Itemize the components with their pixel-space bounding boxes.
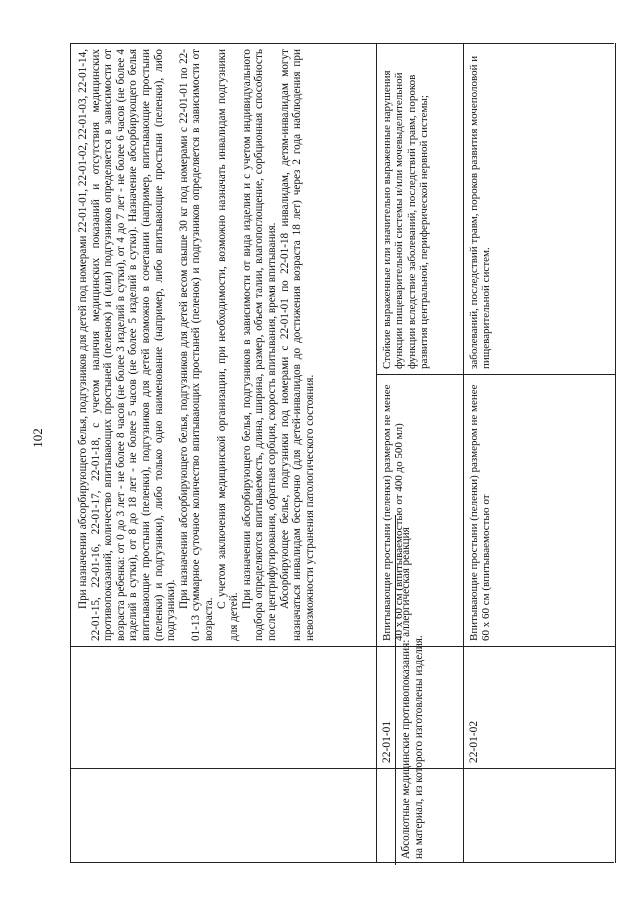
paragraph: С учетом заключения медицинской организации, при необходимости, возможно назначать инвалидам подгузники для детей. (215, 49, 241, 641)
row-code: 22-01-01 (381, 720, 393, 763)
paragraph: При назначении абсорбирующего белья, подгузников для детей под номерами 22-01-01, 22-01-02, 22-01-03, 22-01-14, 22-01-15, 22-01-16, 22-01-17, 22-01-18, с учетом наличия медицинских показаний и отсутствия медицинских противопоказаний, количество впитывающих простыней (пеленок) и (или) подгузников определяется в зависимости от возраста ребенка: от 0 до 3 лет - не более 8 часов (не более 3 изделий в сутки), от 4 до 7 лет - не более 6 часов (не более 4 изделий в сутки), от 8 до 18 лет - не более 5 часов (не более 5 изделий в сутки). Назначение абсорбирующего белья впитывающие простыни (пеленки), подгузников для детей возможно в сочетании (например, впитывающие простыни (пеленки) и подгузники), либо только одно наименование (например, либо впитывающие простыни (пеленки), либо подгузники). (77, 49, 178, 641)
table-row-general (70, 43, 377, 863)
paragraph: При назначении абсорбирующего белья, подгузников для детей весом свыше 30 кг под номерами с 22-01-01 по 22-01-13 суммарное суточное количество впитывающих простыней (пеленок) и подгузников определяется в зависимости от возраста. (177, 49, 215, 641)
row-contraindications: Абсолютные медицинские противопоказания: аллергическая реакция на материал, из которого изготовлены изделия. (400, 527, 425, 859)
paragraph: Абсорбирующее белье, подгузники под номерами с 22-01-01 по 22-01-18 инвалидам, детям-инвалидам могут назначаться инвалидам бессрочно (для детей-инвалидов до достижения возраста 18 лет) через 2 года наблюдения при невозможности устранения патологического состояния. (278, 49, 316, 641)
row-indications: Стойкие выраженные или значительно выраженные нарушения функции пищеварительной системы и/или мочевыделительной функции вследствие заболеваний, последствий травм, пороков развития центральной, периферической нервной системы; (381, 70, 431, 369)
row-name: Впитывающие простыни (пеленки) размером не менее 60 х 60 см (впитываемостью от (468, 384, 493, 641)
row-code: 22-01-02 (468, 720, 480, 763)
row-name: Впитывающие простыни (пеленки) размером не менее 40 х 60 см (впитываемостью от 400 до 500 мл) (381, 384, 406, 641)
general-conditions-text (77, 49, 316, 641)
contraindications-cell (376, 43, 614, 375)
page-number: 102 (30, 428, 45, 448)
row-indications: заболеваний, последствий травм, пороков развития мочеполовой и пищеварительной систем. (468, 55, 493, 369)
paragraph: При назначении абсорбирующего белья, подгузников в зависимости от вида изделия и с учетом индивидуального подбора определяются впитываемость, длина, ширина, размер, объем талии, влагопоглощение, сорбционная способность после центрифугирования, обратная сорбция, скорость впитывания, время впитывания. (240, 49, 278, 641)
contraindications-column (395, 515, 548, 865)
